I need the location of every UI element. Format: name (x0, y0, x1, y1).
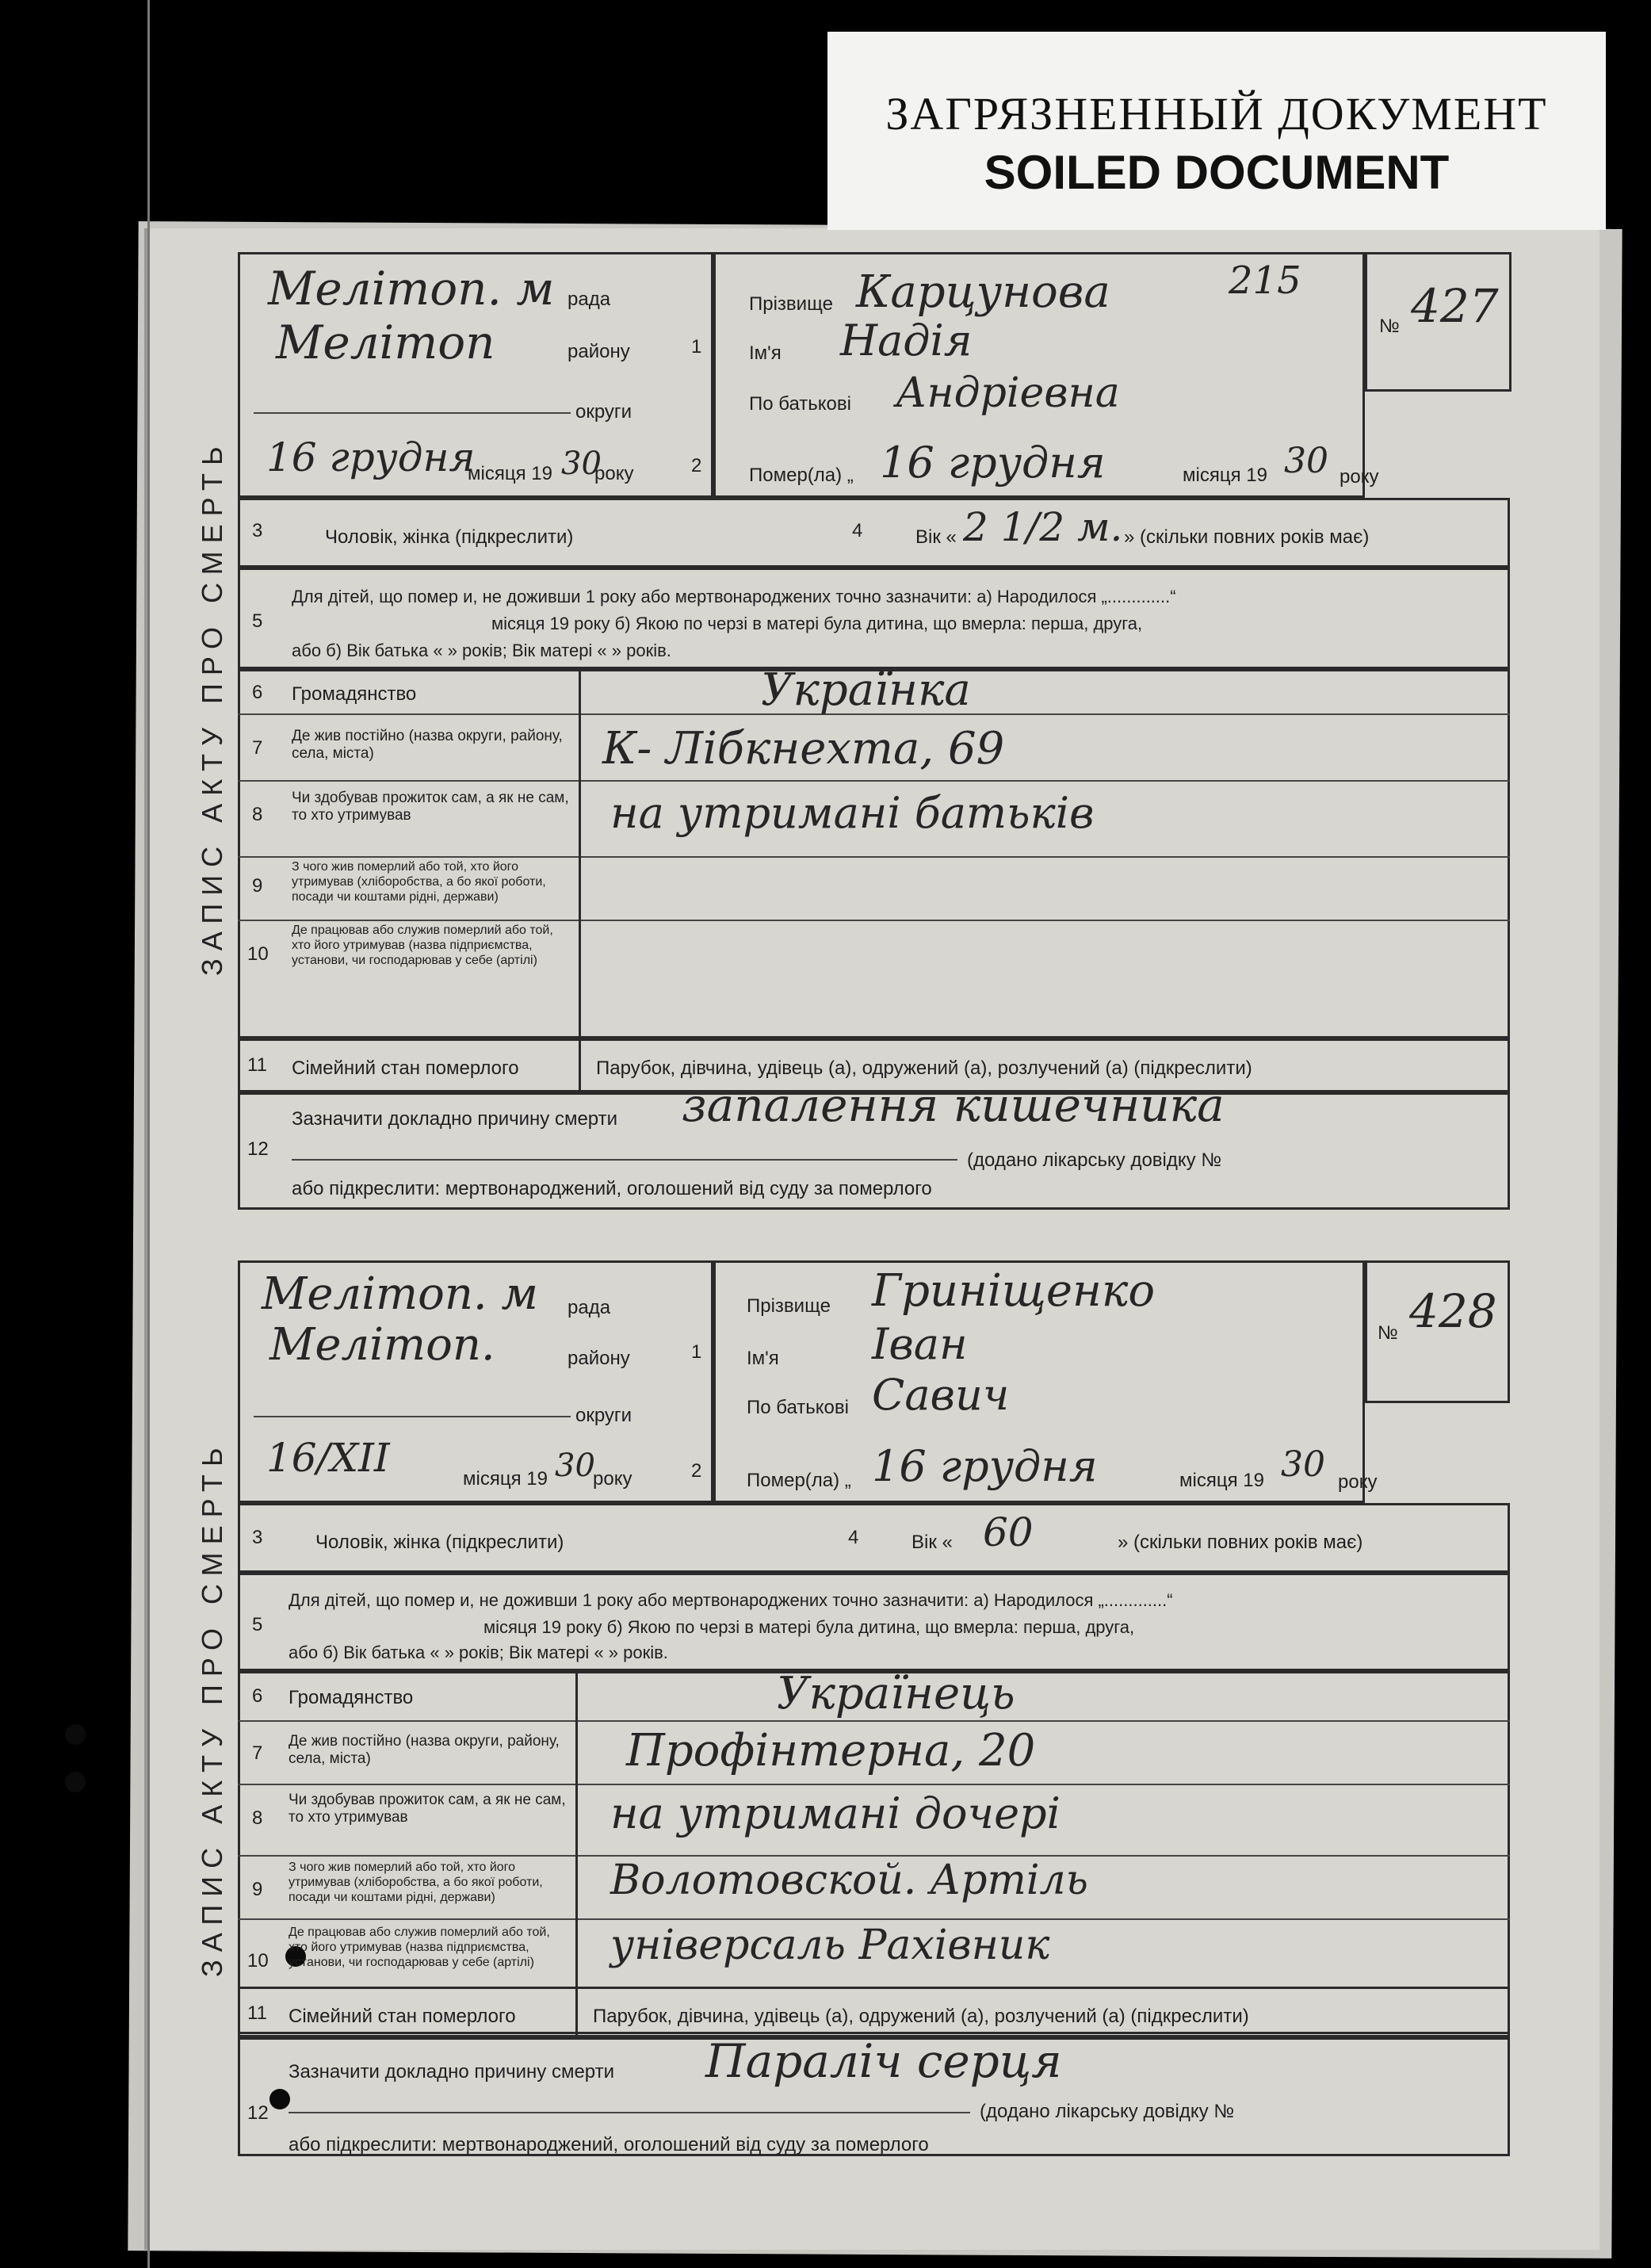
col-divider (575, 1987, 578, 2037)
citizenship-value: Українка (761, 664, 971, 716)
livelihood-value: на утримані дочері (610, 1788, 1061, 1838)
workplace-label: Де працював або служив померлий або той, хто його утримував (назва підприємства, установи, чи господарював у себе (артілі) (289, 1926, 550, 1969)
row5-line-a: Для дітей, що помер и, не доживши 1 року або мертвонароджених точно зазначити: а) Народилося „.............“ (292, 587, 1176, 606)
age-label: Вік « (915, 526, 957, 548)
stamp-ru: ЗАГРЯЗНЕННЫЙ ДОКУМЕНТ (885, 88, 1548, 140)
source-value: Волотовской. Артіль (610, 1857, 1088, 1904)
punch-hole (65, 1772, 86, 1792)
residence-label: Де жив постійно (назва округи, району, села, міста) (289, 1733, 560, 1767)
col-divider (575, 1671, 578, 2034)
number-label: № (1378, 1322, 1398, 1344)
rayon-label: району (568, 1348, 630, 1369)
reg-date-value: 16/XII (266, 1435, 390, 1481)
row-line (238, 1784, 1510, 1785)
died-label: Помер(ла) „ (747, 1470, 851, 1491)
rayon-value: Мелітоп (276, 316, 495, 369)
cause-value: Параліч серця (705, 2034, 1062, 2088)
death-year-value: 30 (1284, 441, 1328, 481)
okrug-label: округи (575, 1405, 633, 1426)
age-suffix: » (скільки повних років має) (1124, 526, 1370, 548)
row-line (238, 1918, 1510, 1920)
surname-value: Карцунова (856, 266, 1110, 318)
col-divider (579, 1038, 581, 1092)
marital-label: Сімейний стан померлого (289, 2006, 516, 2027)
stillborn-label: або підкреслити: мертвонароджений, оголошений від суду за померлого (289, 2134, 929, 2155)
binding-spine (147, 0, 150, 2268)
marital-label: Сімейний стан померлого (292, 1058, 519, 1079)
death-year-label: року (1340, 466, 1379, 488)
reg-month-label: місяця 19 (463, 1468, 548, 1490)
reg-year-label: року (594, 463, 634, 484)
rayon-label: району (568, 341, 630, 362)
patronymic-value: Андріевна (896, 369, 1120, 417)
livelihood-value: на утримані батьків (610, 788, 1095, 838)
row-line (238, 920, 1510, 921)
patronymic-label: По батькові (747, 1397, 849, 1418)
livelihood-label: Чи здобував прожиток сам, а як не сам, то хто утримував (289, 1792, 566, 1826)
cause-label: Зазначити докладно причину смерти (292, 1108, 618, 1130)
death-month-label: місяця 19 (1183, 465, 1267, 486)
name-value: Іван (872, 1319, 968, 1369)
number-label: № (1379, 316, 1400, 337)
rayon-value: Мелітоп. (269, 1319, 495, 1371)
okrug-label: округи (575, 401, 633, 423)
cause-line (292, 1159, 957, 1161)
reg-year-value: 30 (561, 446, 602, 482)
cert-label: (додано лікарську довідку № (980, 2101, 1235, 2122)
age-suffix: » (скільки повних років має) (1118, 1532, 1363, 1553)
corner-mark: 215 (1229, 258, 1301, 303)
row-line (238, 780, 1510, 782)
marital-options: Парубок, дівчина, удівець (а), одружений (а), розлучений (а) (підкреслити) (596, 1058, 1252, 1079)
name-value: Надія (840, 316, 973, 365)
death-date-value: 16 грудня (872, 1441, 1098, 1491)
marital-options: Парубок, дівчина, удівець (а), одружений (а), розлучений (а) (підкреслити) (593, 2006, 1249, 2027)
citizenship-label: Громадянство (289, 1687, 414, 1708)
death-year-label: року (1338, 1471, 1378, 1493)
patronymic-value: Савич (872, 1370, 1010, 1420)
citizenship-value: Українець (777, 1668, 1015, 1719)
source-label: З чого жив померлий або той, хто його утримував (хліборобства, а бо якої роботи, посади чи коштами рідні, держави) (292, 860, 546, 904)
rada-value: Мелітоп. м (262, 1268, 538, 1320)
died-label: Помер(ла) „ (749, 465, 854, 486)
row-line (238, 856, 1510, 858)
reg-month-label: місяця 19 (468, 463, 552, 484)
workplace-label: Де працював або служив померлий або той, хто його утримував (назва підприємства, установи, чи господарював у себе (артілі) (292, 924, 553, 967)
reg-year-value: 30 (555, 1448, 595, 1484)
reg-date-value: 16 грудня (266, 434, 476, 480)
death-year-value: 30 (1281, 1444, 1325, 1485)
residence-label: Де жив постійно (назва округи, району, села, міста) (292, 728, 563, 762)
rada-label: рада (568, 1297, 611, 1318)
workplace-value: універсаль Рахівник (610, 1922, 1050, 1969)
row5-line-b: місяця 19 року б) Якою по черзі в матері була дитина, що вмерла: перша, друга, (491, 614, 1143, 633)
death-month-label: місяця 19 (1179, 1470, 1264, 1491)
sex-label: Чоловік, жінка (підкреслити) (325, 526, 574, 548)
age-value: 60 (983, 1509, 1034, 1555)
record-number: 427 (1411, 279, 1499, 333)
col-divider (579, 669, 581, 1038)
stillborn-label: або підкреслити: мертвонароджений, оголошений від суду за померлого (292, 1178, 932, 1199)
punch-hole (65, 1724, 86, 1745)
side-title: ЗАПИС АКТУ ПРО СМЕРТЬ (196, 1440, 228, 1977)
surname-value: Гриніщенко (872, 1265, 1156, 1317)
age-label: Вік « (911, 1532, 953, 1553)
sex-label: Чоловік, жінка (підкреслити) (315, 1532, 564, 1553)
soiled-document-stamp (827, 32, 1606, 230)
cause-label: Зазначити докладно причину смерти (289, 2061, 615, 2083)
cert-label: (додано лікарську довідку № (967, 1149, 1222, 1171)
row5-line-c: або б) Вік батька « » років; Вік матері « » років. (292, 641, 671, 660)
citizenship-label: Громадянство (292, 683, 417, 705)
row5-line-c: або б) Вік батька « » років; Вік матері « » років. (289, 1643, 668, 1662)
stamp-en: SOILED DOCUMENT (984, 146, 1450, 199)
cause-line (289, 2112, 970, 2113)
name-label: Ім'я (749, 342, 782, 364)
side-title: ЗАПИС АКТУ ПРО СМЕРТЬ (196, 438, 228, 976)
patronymic-label: По батькові (749, 393, 851, 415)
surname-label: Прізвище (747, 1295, 831, 1317)
row5-line-b: місяця 19 року б) Якою по черзі в матері була дитина, що вмерла: перша, друга, (483, 1617, 1135, 1637)
surname-label: Прізвище (749, 293, 833, 315)
age-value: 2 1/2 м. (963, 504, 1123, 550)
residence-value: Профінтерна, 20 (626, 1725, 1036, 1777)
reg-year-label: року (593, 1468, 633, 1490)
rada-value: Мелітоп. м (268, 262, 555, 316)
row-line (238, 1720, 1510, 1722)
livelihood-label: Чи здобував прожиток сам, а як не сам, то хто утримував (292, 790, 569, 824)
row5-line-a: Для дітей, що помер и, не доживши 1 року або мертвонароджених точно зазначити: а) Народилося „.............“ (289, 1590, 1173, 1610)
cause-value: запалення кишечника (682, 1078, 1225, 1132)
okrug-line (254, 1416, 571, 1417)
name-label: Ім'я (747, 1348, 779, 1369)
death-date-value: 16 грудня (880, 438, 1106, 488)
residence-value: К- Лібкнехта, 69 (602, 723, 1005, 774)
okrug-line (254, 412, 571, 414)
record-number: 428 (1409, 1284, 1497, 1338)
rada-label: рада (568, 289, 611, 310)
source-label: З чого жив померлий або той, хто його утримував (хліборобства, а бо якої роботи, посади чи коштами рідні, держави) (289, 1861, 543, 1904)
